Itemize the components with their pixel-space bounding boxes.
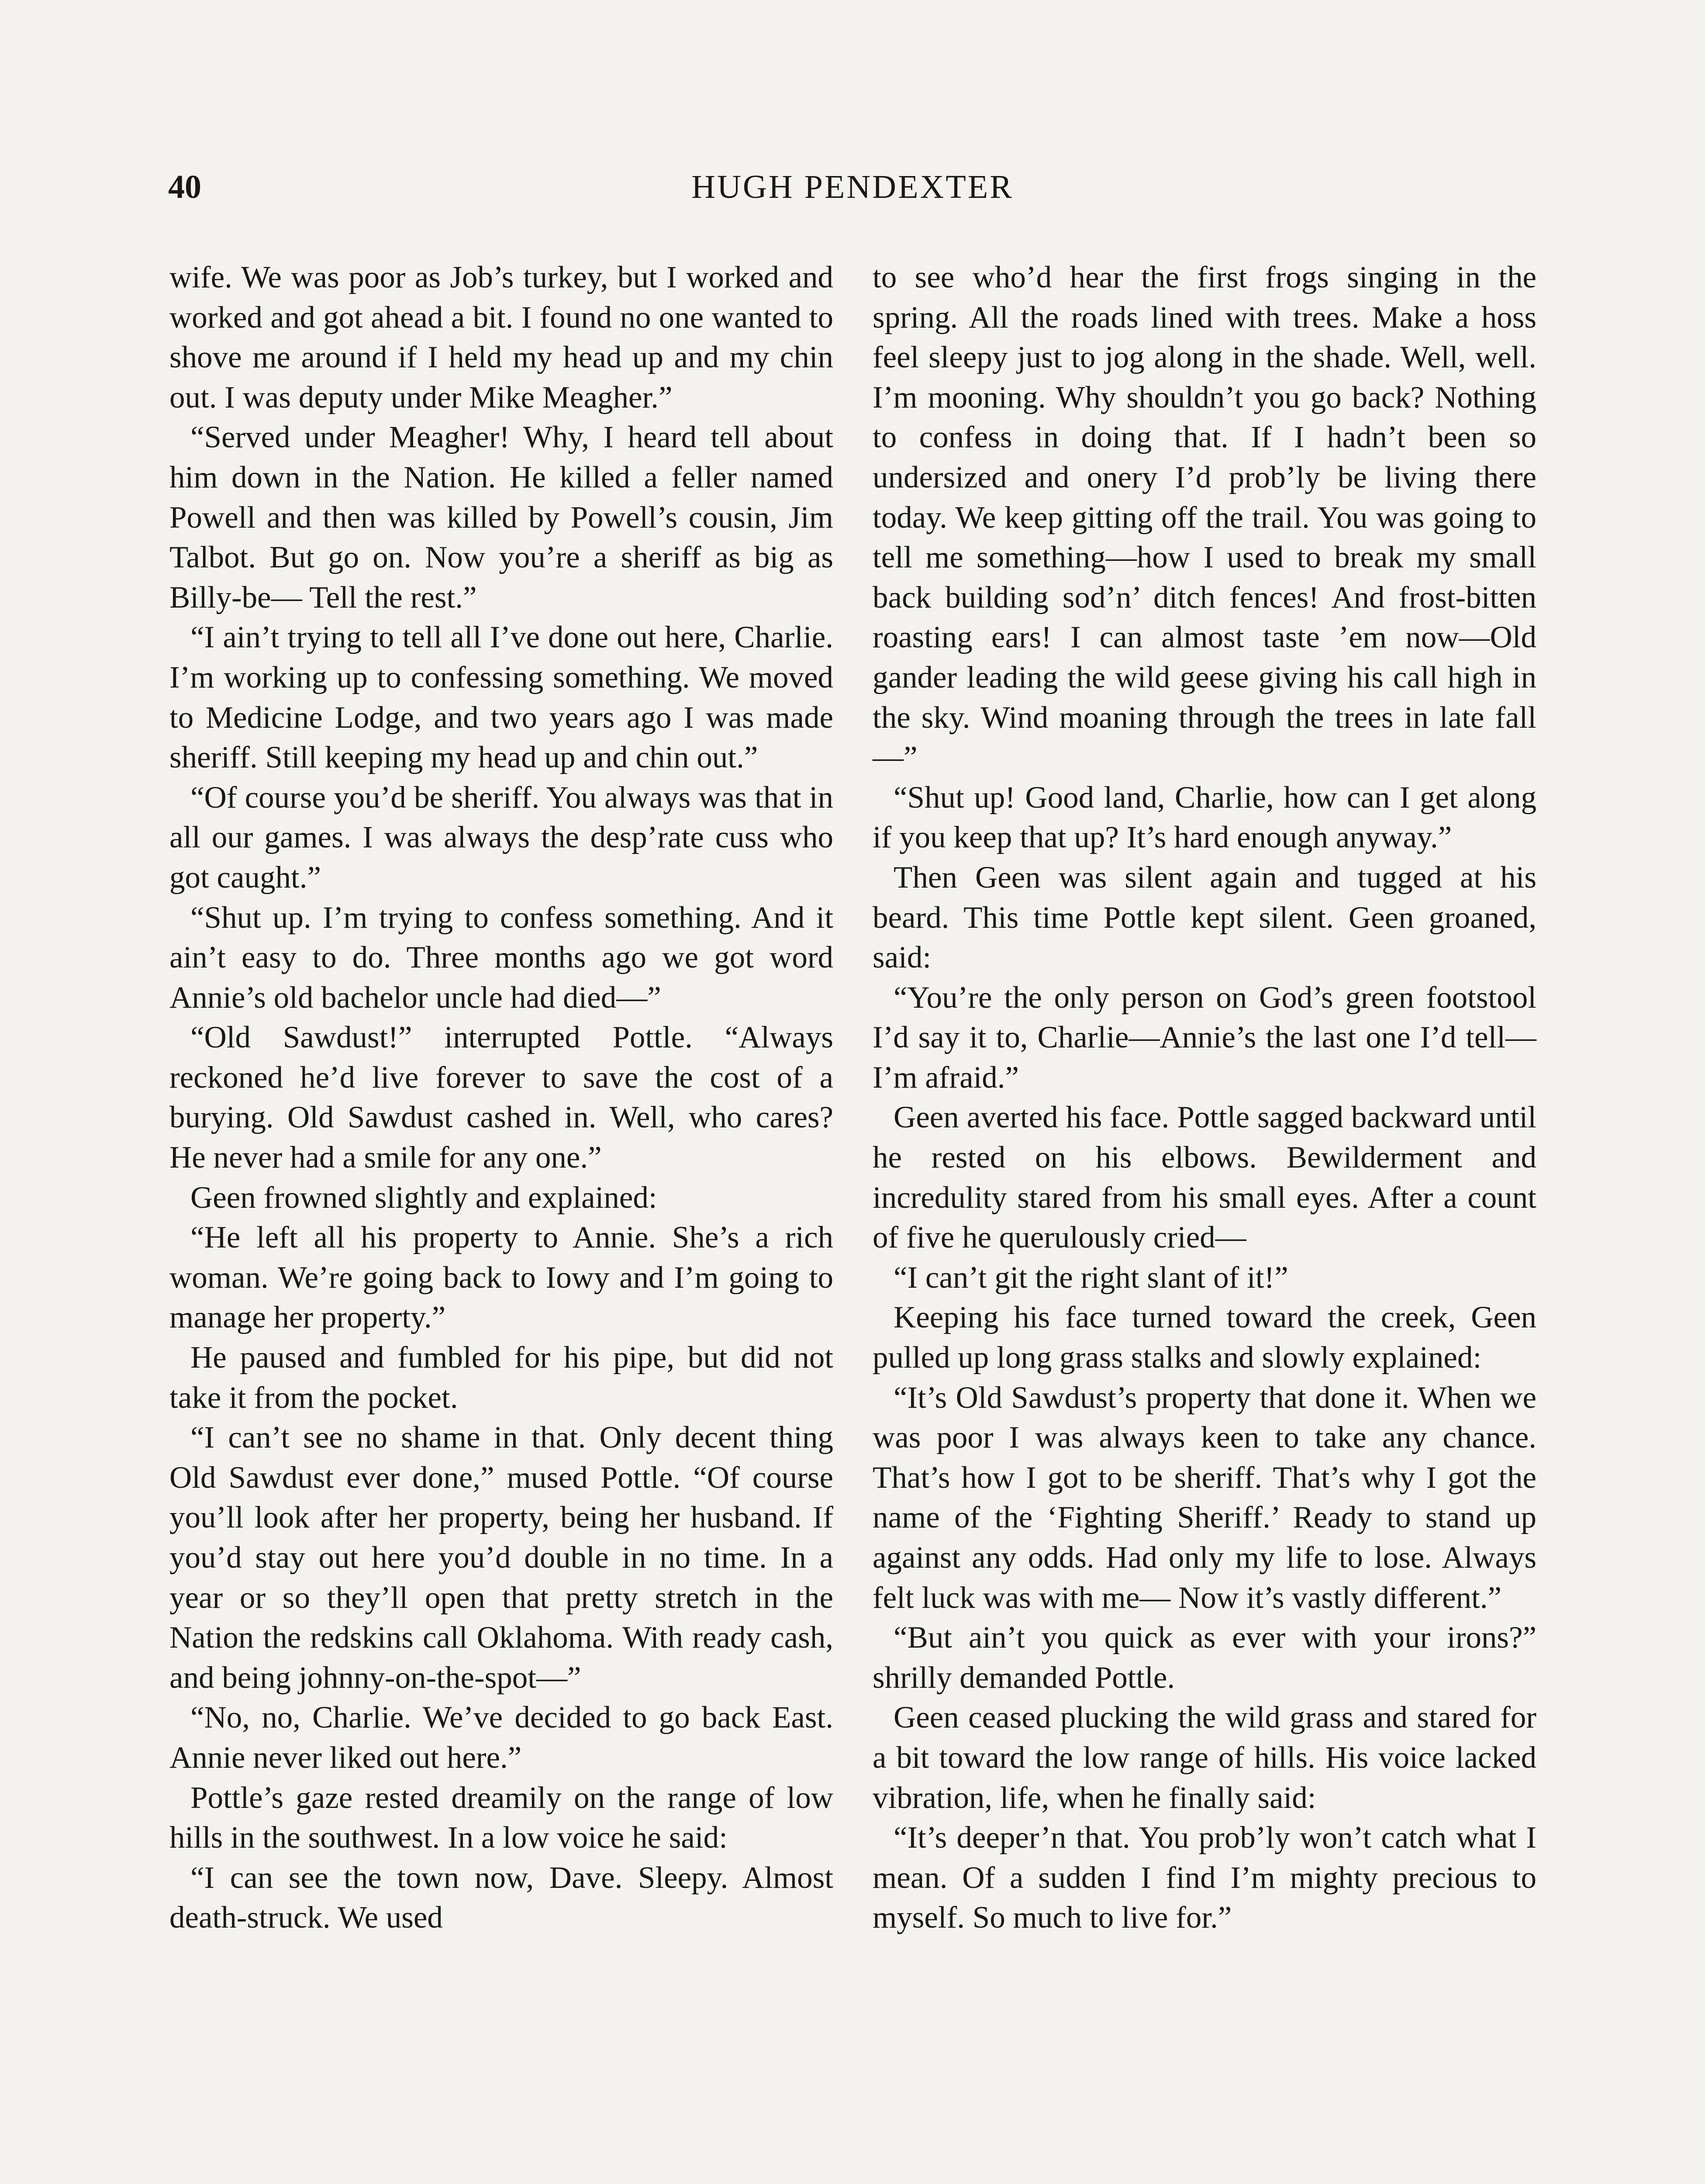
paragraph: “But ain’t you quick as ever with your irons?” shrilly demanded Pottle. — [873, 1621, 1536, 1695]
paragraph: to see who’d hear the first frogs singing in the spring. All the roads lined with trees. Make a hoss feel sleepy just to jog along in the shade. Well, well. I’m mooning. Why shouldn’t you go back? Nothing to confess in doing that. If I hadn’t been so undersized and onery I’d prob’ly be living there today. We keep gitting off the trail. You was going to tell me something—how I used to break my small back building sod’n’ ditch fences! And frost-bitten roasting ears! I can almost taste ’em now—Old gander leading the wild geese giving his call high in the sky. Wind moaning through the trees in late fall—” — [873, 260, 1536, 775]
left-column — [169, 258, 833, 1938]
paragraph: Pottle’s gaze rested dreamily on the range of low hills in the southwest. In a low voice he said: — [169, 1780, 833, 1855]
paragraph: Geen averted his face. Pottle sagged backward until he rested on his elbows. Bewilderment and incredulity stared from his small eyes. After a count of five he querulously cried— — [873, 1100, 1536, 1255]
paragraph: He paused and fumbled for his pipe, but did not take it from the pocket. — [169, 1341, 833, 1415]
paragraph: “It’s Old Sawdust’s property that done it. When we was poor I was always keen to take any chance. That’s how I got to be sheriff. That’s why I got the name of the ‘Fighting Sheriff.’ Ready to stand up against any odds. Had only my life to lose. Always felt luck was with me— Now it’s vastly different.” — [873, 1380, 1536, 1615]
paragraph: “Served under Meagher! Why, I heard tell about him down in the Nation. He killed a feller named Powell and then was killed by Powell’s cousin, Jim Talbot. But go on. Now you’re a sheriff as big as Billy-be— Tell the rest.” — [169, 420, 833, 615]
paragraph: “Old Sawdust!” interrupted Pottle. “Always reckoned he’d live forever to save the cost of a burying. Old Sawdust cashed in. Well, who cares? He never had a smile for any one.” — [169, 1020, 833, 1175]
paragraph: “He left all his property to Annie. She’s a rich woman. We’re going back to Iowy and I’m going to manage her property.” — [169, 1220, 833, 1335]
paragraph: “I ain’t trying to tell all I’ve done out here, Charlie. I’m working up to confessing something. We moved to Medicine Lodge, and two years ago I was made sheriff. Still keeping my head up and chin out.” — [169, 620, 833, 775]
paragraph: Geen frowned slightly and explained: — [190, 1180, 657, 1215]
right-column — [873, 258, 1536, 1938]
paragraph: “It’s deeper’n that. You prob’ly won’t catch what I mean. Of a sudden I find I’m mighty precious to myself. So much to live for.” — [873, 1821, 1536, 1935]
paragraph: wife. We was poor as Job’s turkey, but I worked and worked and got ahead a bit. I found no one wanted to shove me around if I held my head up and my chin out. I was deputy under Mike Meagher.” — [169, 260, 833, 415]
paragraph: “Shut up! Good land, Charlie, how can I get along if you keep that up? It’s hard enough anyway.” — [873, 780, 1536, 855]
paragraph: “I can see the town now, Dave. Sleepy. Almost death-struck. We used — [169, 1860, 833, 1935]
paragraph: “Shut up. I’m trying to confess something. And it ain’t easy to do. Three months ago we got word Annie’s old bachelor uncle had died—” — [169, 900, 833, 1015]
paragraph: “No, no, Charlie. We’ve decided to go back East. Annie never liked out here.” — [169, 1700, 833, 1775]
paragraph: Then Geen was silent again and tugged at his beard. This time Pottle kept silent. Geen groaned, said: — [873, 860, 1536, 975]
paragraph: “You’re the only person on God’s green footstool I’d say it to, Charlie—Annie’s the last one I’d tell—I’m afraid.” — [873, 980, 1536, 1095]
running-head: HUGH PENDEXTER — [691, 169, 1014, 205]
paragraph: Keeping his face turned toward the creek, Geen pulled up long grass stalks and slowly explained: — [873, 1300, 1536, 1375]
paragraph: “I can’t see no shame in that. Only decent thing Old Sawdust ever done,” mused Pottle. “Of course you’ll look after her property, being her husband. If you’d stay out here you’d double in no time. In a year or so they’ll open that pretty stretch in the Nation the redskins call Oklahoma. With ready cash, and being johnny-on-the-spot—” — [169, 1420, 833, 1695]
paragraph: Geen ceased plucking the wild grass and stared for a bit toward the low range of hills. His voice lacked vibration, life, when he finally said: — [873, 1700, 1536, 1815]
page-number: 40 — [168, 169, 201, 205]
paragraph: “Of course you’d be sheriff. You always was that in all our games. I was always the desp’rate cuss who got caught.” — [169, 780, 833, 895]
paragraph: “I can’t git the right slant of it!” — [894, 1260, 1288, 1295]
